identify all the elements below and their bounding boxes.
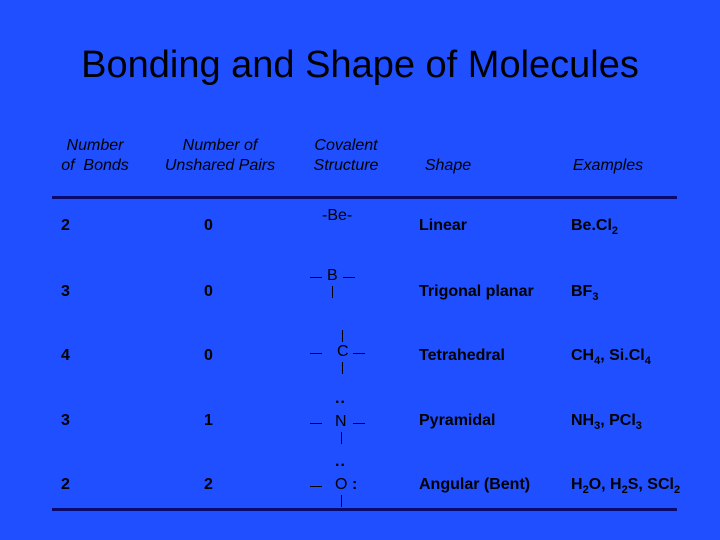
- row2-examples: [571, 282, 598, 302]
- row3-ex-b: 4: [594, 355, 601, 368]
- row2-shape: Trigonal planar: [419, 283, 534, 300]
- row5-ex-f: 2: [673, 484, 681, 497]
- row3-atom: C: [337, 343, 349, 360]
- row3-examples: [571, 346, 651, 366]
- row2-bond-down: [332, 286, 333, 298]
- row2-pairs: 0: [204, 283, 213, 300]
- row4-bond-right: [353, 423, 365, 424]
- row1-pairs: 0: [204, 217, 213, 234]
- row3-bond-left: [310, 353, 322, 354]
- row4-ex-d: 3: [635, 420, 642, 433]
- row3-structure: [310, 328, 380, 376]
- bottom-divider: [52, 508, 677, 511]
- row3-bonds: 4: [61, 347, 70, 364]
- row4-pairs: 1: [204, 412, 213, 429]
- row5-atom: O: [335, 476, 348, 493]
- row4-examples: [571, 411, 642, 431]
- row5-lone-pair-top: ..: [335, 453, 346, 470]
- row5-bond-down: [341, 495, 342, 507]
- row5-ex-c: O, H: [588, 476, 622, 493]
- row4-ex-b: 3: [594, 420, 601, 433]
- row5-bond-left: [310, 486, 322, 487]
- row5-lone-pair-side: :: [352, 476, 358, 493]
- header-shape: Shape: [424, 157, 472, 174]
- row4-bonds: 3: [61, 412, 70, 429]
- row1-examples: [571, 216, 618, 236]
- row5-ex-d: 2: [621, 484, 628, 497]
- header-covalent-structure: [296, 136, 396, 176]
- row1-structure: -Be-: [322, 207, 353, 224]
- row5-examples: [571, 475, 680, 495]
- row2-ex-b: 3: [592, 291, 599, 304]
- row4-ex-a: NH: [571, 412, 595, 429]
- row4-lone-pair: ..: [335, 390, 346, 407]
- row5-ex-a: H: [571, 476, 583, 493]
- row5-pairs: 2: [204, 476, 213, 493]
- row1-shape: Linear: [419, 217, 468, 234]
- row5-ex-e: S, SCl: [627, 476, 674, 493]
- header-examples: Examples: [572, 157, 644, 174]
- row5-shape: Angular (Bent): [419, 476, 531, 493]
- header-bonds-line2: of Bonds: [61, 157, 129, 174]
- row2-bonds: 3: [61, 283, 70, 300]
- row2-atom: B: [327, 267, 338, 284]
- row1-bonds: 2: [61, 217, 70, 234]
- row2-bond-left: [310, 277, 322, 278]
- row5-structure: [310, 455, 380, 507]
- row1-ex-b: 2: [611, 225, 619, 238]
- header-divider: [52, 196, 677, 199]
- row3-pairs: 0: [204, 347, 213, 364]
- page-title: Bonding and Shape of Molecules: [81, 44, 639, 86]
- header-pairs-line1: Number of: [182, 137, 258, 154]
- header-unshared-pairs: [150, 136, 290, 176]
- row2-structure: [310, 266, 380, 306]
- row3-ex-d: 4: [644, 355, 651, 368]
- row5-bonds: 2: [61, 476, 70, 493]
- header-pairs-line2: Unshared Pairs: [164, 157, 276, 174]
- row4-atom: N: [335, 413, 347, 430]
- row1-ex-a: Be.Cl: [571, 217, 612, 234]
- row4-shape: Pyramidal: [419, 412, 496, 429]
- row3-ex-a: CH: [571, 347, 595, 364]
- header-covalent-line2: Structure: [313, 157, 379, 174]
- row3-bond-down: [342, 362, 343, 374]
- header-number-of-bonds: [50, 136, 140, 176]
- row5-ex-b: 2: [582, 484, 589, 497]
- row3-ex-c: , Si.Cl: [600, 347, 645, 364]
- row4-bond-down: [341, 432, 342, 444]
- row3-bond-right: [353, 353, 365, 354]
- row2-bond-right: [343, 277, 355, 278]
- row4-bond-left: [310, 423, 322, 424]
- row2-ex-a: BF: [571, 283, 593, 300]
- row4-ex-c: , PCl: [600, 412, 636, 429]
- row3-shape: Tetrahedral: [419, 347, 505, 364]
- row4-structure: [310, 392, 380, 444]
- header-bonds-line1: Number: [66, 137, 124, 154]
- row3-bond-up: [342, 330, 343, 342]
- header-covalent-line1: Covalent: [314, 137, 378, 154]
